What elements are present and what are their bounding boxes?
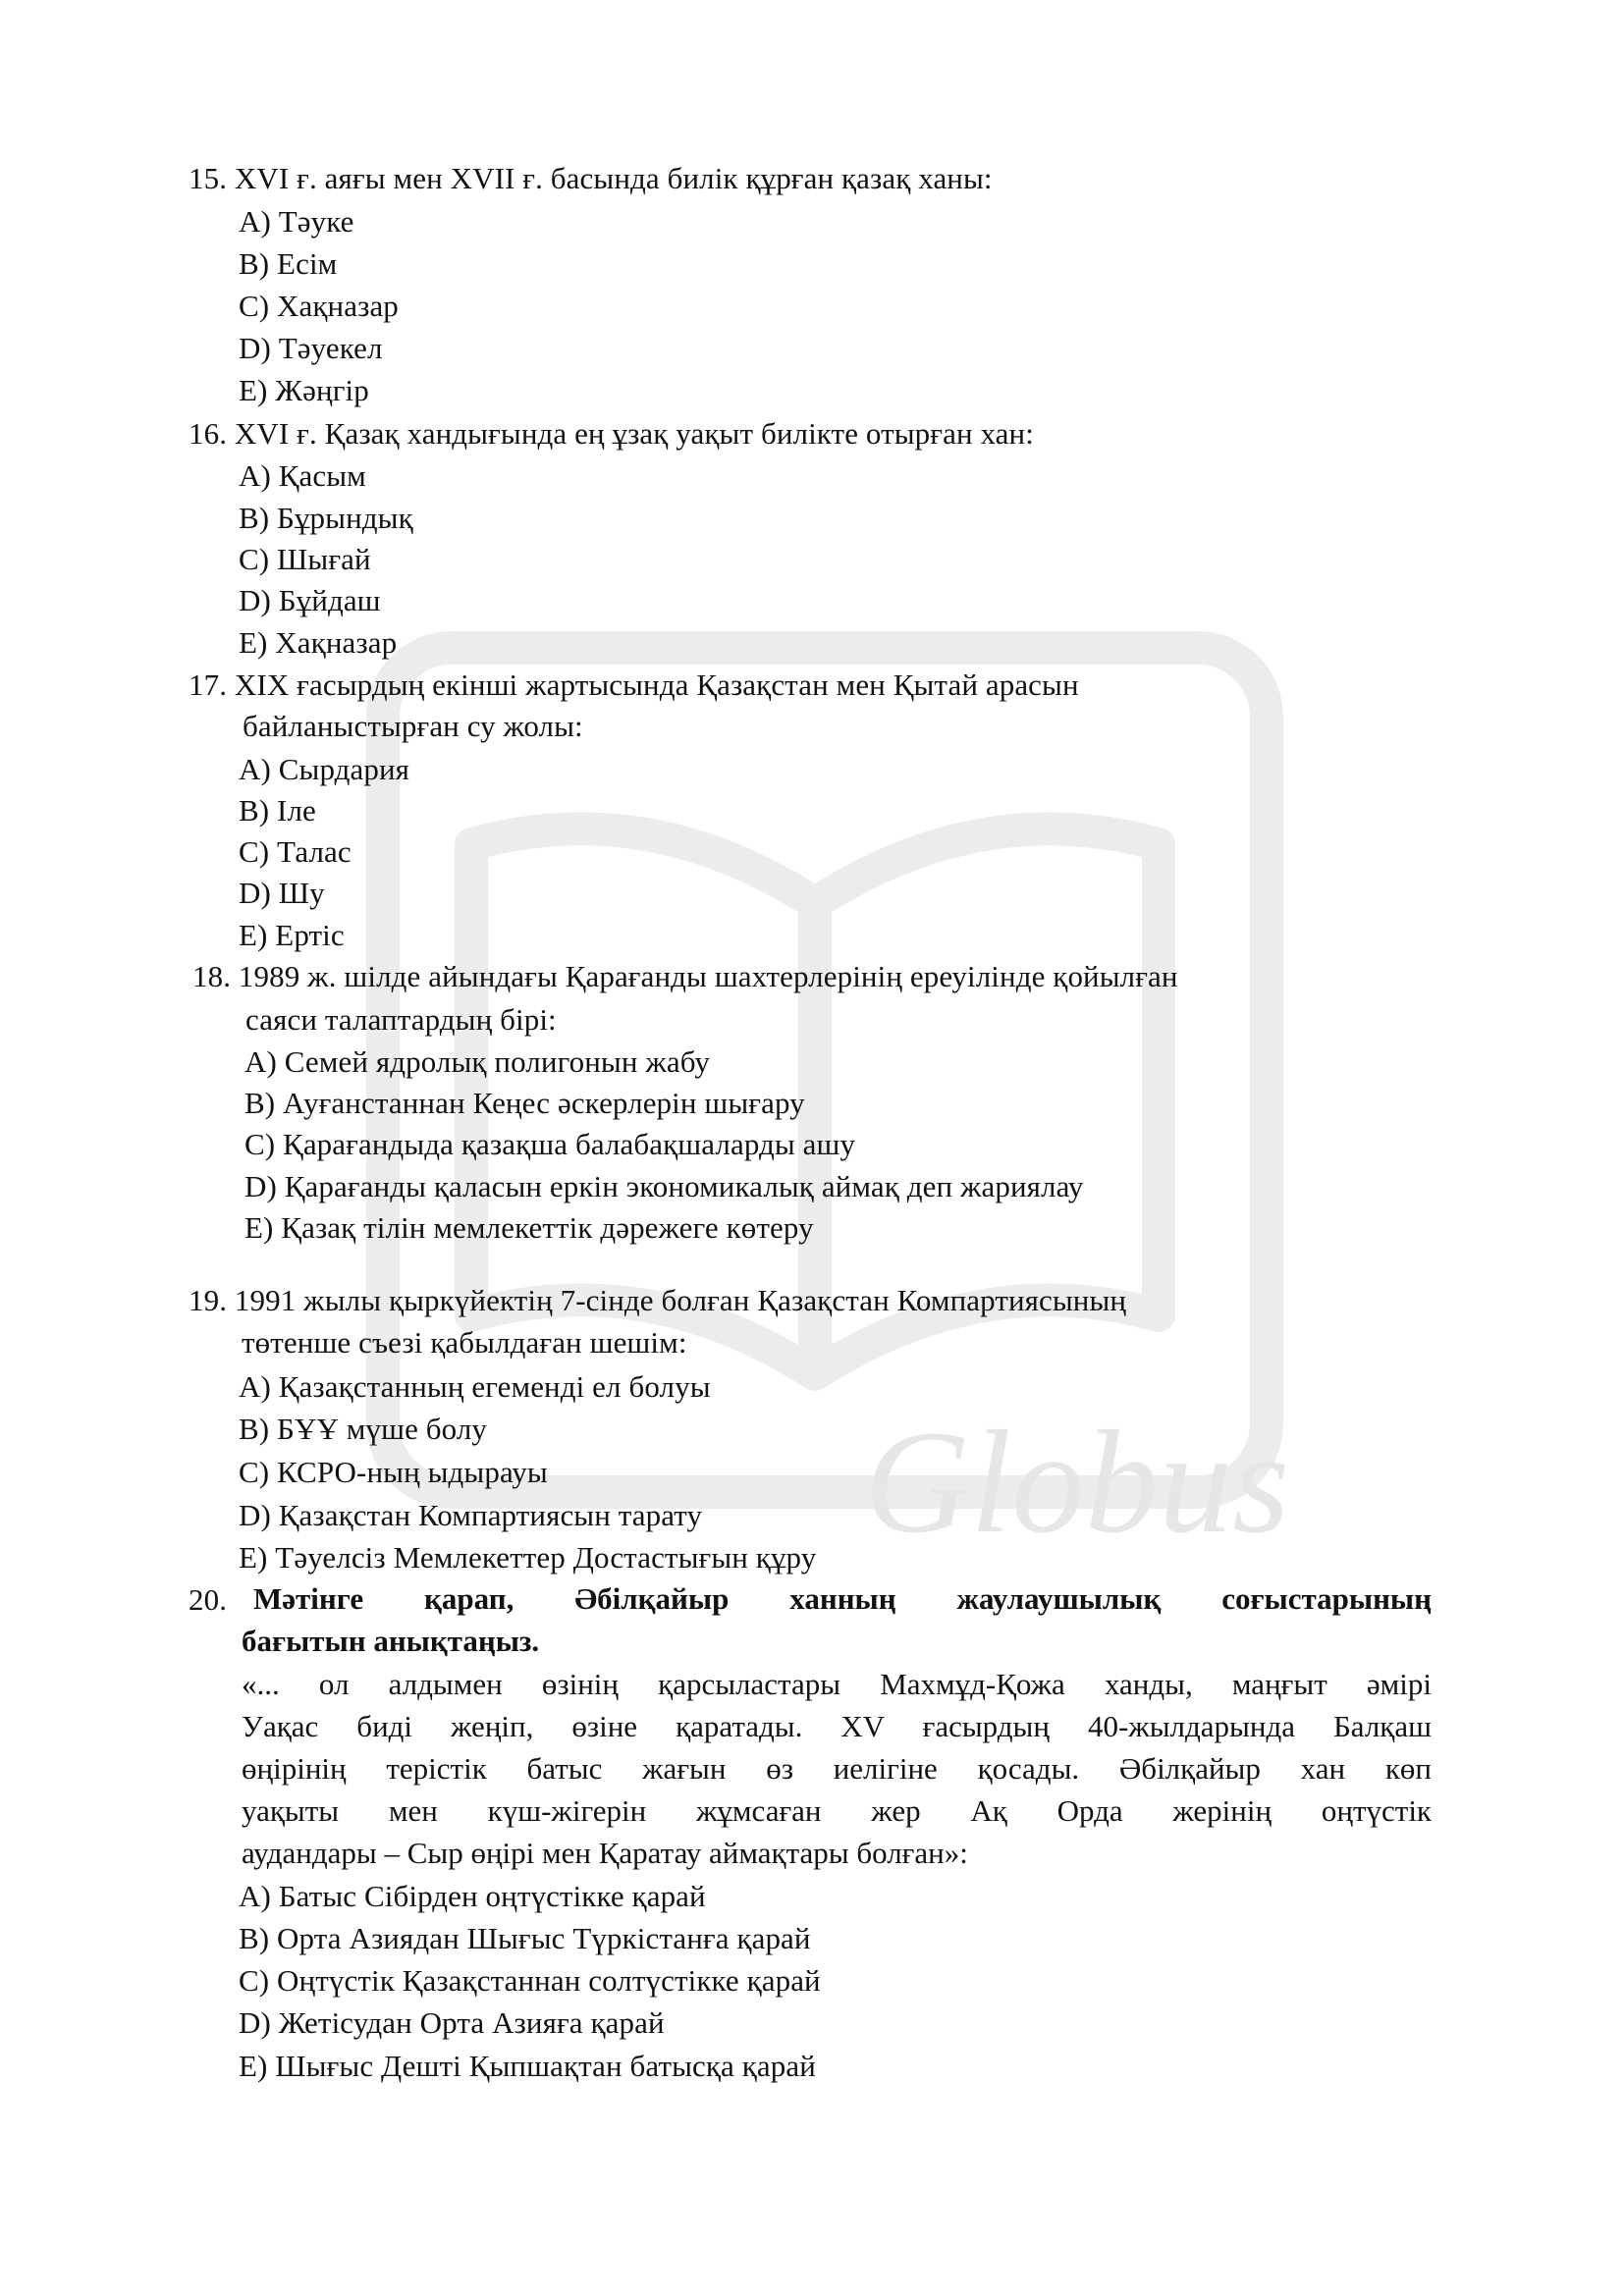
option-b: В) Есім xyxy=(239,246,338,281)
passage-line: «... ол алдымен өзінің қарсыластары Махмұд-Қожа ханды, маңғыт әмірі xyxy=(242,1667,1432,1701)
question-stem: 1991 жылы қыркүйектің 7-сінде болған Қазақстан Компартиясының xyxy=(234,1283,1127,1317)
question-number: 15. xyxy=(189,161,228,195)
question-number: 18. xyxy=(192,959,232,993)
question-18-text xyxy=(192,957,1178,996)
option-c: С) Хақназар xyxy=(239,289,399,323)
option-c: С) Оңтүстік Қазақстаннан солтүстікке қарай xyxy=(239,1963,821,1998)
question-number: 17. xyxy=(189,667,228,702)
option-a: А) Қазақстанның егеменді ел болуы xyxy=(239,1369,711,1404)
option-d: D) Тәуекел xyxy=(239,331,383,365)
passage-line: уақыты мен күш-жігерін жұмсаған жер Ақ Орда жерінің оңтүстік xyxy=(242,1793,1432,1828)
option-e: Е) Қазақ тілін мемлекеттік дәрежеге көтеру xyxy=(244,1210,814,1245)
question-17-text xyxy=(189,666,1079,705)
question-18-text-cont: саяси талаптардың бірі: xyxy=(245,1002,557,1037)
question-20-number: 20. xyxy=(189,1582,228,1617)
question-stem: XVI ғ. аяғы мен XVII ғ. басында билік құрған қазақ ханы: xyxy=(234,161,993,195)
question-19-text xyxy=(189,1281,1126,1320)
watermark-text: Globus xyxy=(864,1401,1290,1564)
option-c: С) Шығай xyxy=(239,542,371,576)
passage-line: аудандары – Сыр өңірі мен Қаратау аймақтары болған»: xyxy=(242,1836,968,1870)
option-d: D) Жетісудан Орта Азияға қарай xyxy=(239,2005,665,2040)
option-d: D) Қарағанды қаласын еркін экономикалық аймақ деп жариялау xyxy=(244,1169,1084,1203)
option-b: В) Бұрындық xyxy=(239,501,413,535)
question-stem: XIX ғасырдың екінші жартысында Қазақстан мен Қытай арасын xyxy=(234,667,1079,702)
option-d: D) Шу xyxy=(239,876,325,910)
option-b: В) Іле xyxy=(239,793,316,828)
option-c: С) КСРО-ның ыдырауы xyxy=(239,1455,548,1489)
question-stem: XVI ғ. Қазақ хандығында ең ұзақ уақыт билікте отырған хан: xyxy=(234,416,1034,451)
question-number: 19. xyxy=(189,1283,228,1317)
passage-line: өңірінің терістік батыс жағын өз иелігіне қосады. Әбілқайыр хан көп xyxy=(242,1751,1432,1786)
question-15-text xyxy=(189,159,993,198)
option-e: Е) Ертіс xyxy=(239,918,345,952)
option-b: В) Ауғанстаннан Кеңес әскерлерін шығару xyxy=(244,1086,805,1120)
option-d: D) Қазақстан Компартиясын тарату xyxy=(239,1498,703,1532)
question-20-stem: Мәтінге қарап, Әбілқайыр ханның жаулаушылық соғыстарының xyxy=(253,1581,1432,1616)
option-e: Е) Жәңгір xyxy=(239,373,369,407)
question-20-stem-cont: бағытын анықтаңыз. xyxy=(242,1624,540,1658)
option-a: А) Сырдария xyxy=(239,752,410,786)
option-a: А) Қасым xyxy=(239,458,366,493)
question-stem: 1989 ж. шілде айындағы Қарағанды шахтерлерінің ереуілінде қойылған xyxy=(238,959,1178,993)
option-c: С) Қарағандыда қазақша балабақшаларды ашу xyxy=(244,1127,856,1161)
question-16-text xyxy=(189,414,1034,454)
option-e: Е) Хақназар xyxy=(239,625,398,660)
option-b: В) БҰҰ мүше болу xyxy=(239,1412,488,1446)
question-number: 16. xyxy=(189,416,228,451)
passage-line: Уақас биді жеңіп, өзіне қаратады. XV ғасырдың 40-жылдарында Балқаш xyxy=(242,1709,1432,1743)
option-e: Е) Тәуелсіз Мемлекеттер Достастығын құру xyxy=(239,1540,817,1575)
option-d: D) Бұйдаш xyxy=(239,583,381,617)
question-17-text-cont: байланыстырған су жолы: xyxy=(243,709,583,743)
option-a: А) Тәуке xyxy=(239,204,354,239)
option-c: С) Талас xyxy=(239,834,352,869)
option-a: А) Батыс Сібірден оңтүстікке қарай xyxy=(239,1879,706,1913)
option-e: Е) Шығыс Дешті Қыпшақтан батысқа қарай xyxy=(239,2049,816,2083)
question-19-text-cont: төтенше съезі қабылдаған шешім: xyxy=(242,1325,687,1360)
option-a: А) Семей ядролық полигонын жабу xyxy=(244,1044,711,1079)
option-b: В) Орта Азиядан Шығыс Түркістанға қарай xyxy=(239,1921,811,1955)
